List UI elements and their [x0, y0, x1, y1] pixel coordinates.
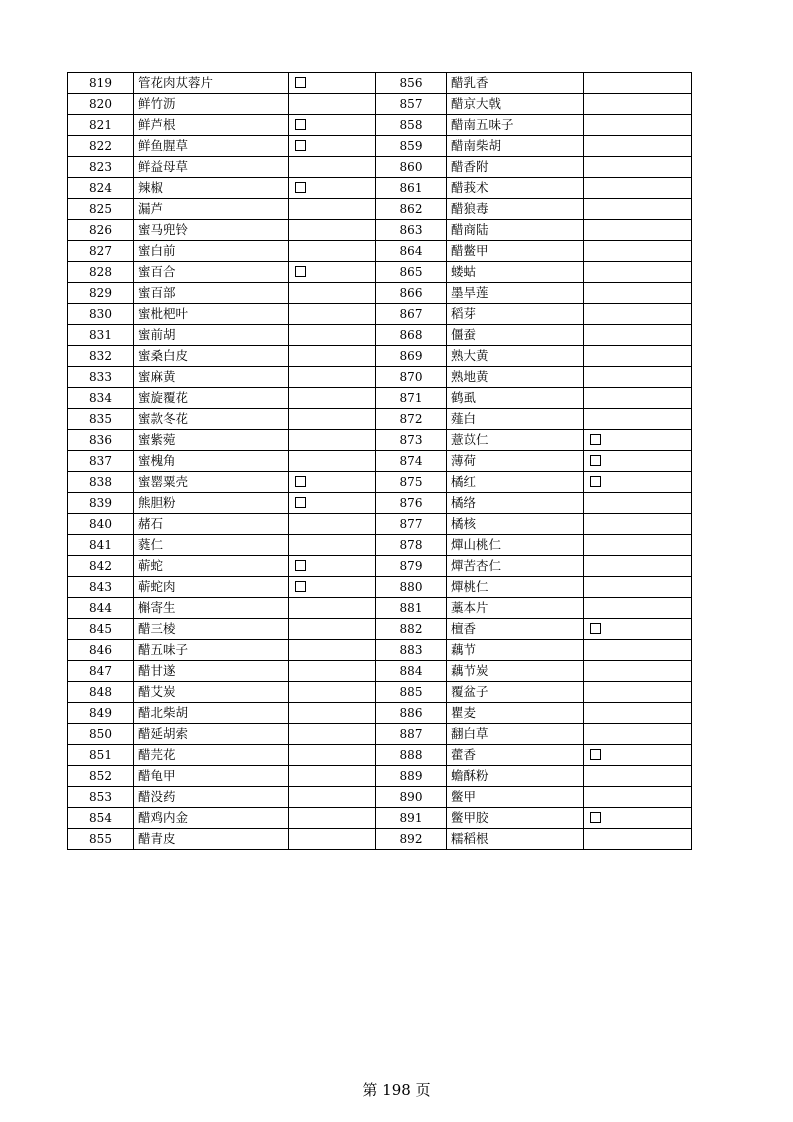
- table-row: [68, 661, 692, 682]
- right-item-number: 883: [376, 640, 447, 661]
- right-item-mark: [584, 115, 692, 136]
- right-item-number: 878: [376, 535, 447, 556]
- right-item-number: 867: [376, 304, 447, 325]
- medicine-table: [67, 72, 692, 850]
- left-item-name: 醋三棱: [134, 619, 289, 640]
- right-item-mark: [584, 241, 692, 262]
- right-item-name: 藕节炭: [447, 661, 584, 682]
- left-item-number: 848: [68, 682, 134, 703]
- right-item-number: 859: [376, 136, 447, 157]
- right-item-mark: [584, 787, 692, 808]
- left-item-mark: [289, 514, 376, 535]
- left-item-mark: [289, 346, 376, 367]
- right-item-name: 醋商陆: [447, 220, 584, 241]
- checkbox-icon: [295, 581, 306, 592]
- table-row: [68, 220, 692, 241]
- left-item-name: 醋艾炭: [134, 682, 289, 703]
- right-item-number: 856: [376, 73, 447, 94]
- right-item-mark: [584, 535, 692, 556]
- left-item-mark: [289, 367, 376, 388]
- table-row: [68, 430, 692, 451]
- left-item-mark: [289, 430, 376, 451]
- right-item-mark: [584, 493, 692, 514]
- left-item-mark: [289, 703, 376, 724]
- left-item-name: 醋北柴胡: [134, 703, 289, 724]
- right-item-mark: [584, 388, 692, 409]
- right-item-name: 藕节: [447, 640, 584, 661]
- table-row: [68, 409, 692, 430]
- left-item-name: 管花肉苁蓉片: [134, 73, 289, 94]
- left-item-mark: [289, 808, 376, 829]
- left-item-number: 854: [68, 808, 134, 829]
- table-row: [68, 556, 692, 577]
- right-item-mark: [584, 325, 692, 346]
- left-item-name: 蜜罂粟壳: [134, 472, 289, 493]
- right-item-number: 885: [376, 682, 447, 703]
- left-item-number: 819: [68, 73, 134, 94]
- right-item-name: 醋狼毒: [447, 199, 584, 220]
- right-item-name: 藿香: [447, 745, 584, 766]
- left-item-name: 蜜马兜铃: [134, 220, 289, 241]
- left-item-name: 醋延胡索: [134, 724, 289, 745]
- right-item-name: 鳖甲胶: [447, 808, 584, 829]
- left-item-number: 852: [68, 766, 134, 787]
- left-item-name: 蜜枇杷叶: [134, 304, 289, 325]
- right-item-number: 858: [376, 115, 447, 136]
- table-row: [68, 535, 692, 556]
- right-item-mark: [584, 262, 692, 283]
- table-row: [68, 94, 692, 115]
- right-item-mark: [584, 703, 692, 724]
- left-item-number: 820: [68, 94, 134, 115]
- checkbox-icon: [295, 119, 306, 130]
- table-body: [68, 73, 692, 850]
- left-item-name: 鲜芦根: [134, 115, 289, 136]
- left-item-number: 828: [68, 262, 134, 283]
- left-item-number: 825: [68, 199, 134, 220]
- right-item-number: 880: [376, 577, 447, 598]
- checkbox-icon: [295, 560, 306, 571]
- left-item-mark: [289, 766, 376, 787]
- left-item-number: 834: [68, 388, 134, 409]
- right-item-number: 877: [376, 514, 447, 535]
- left-item-name: 蜜前胡: [134, 325, 289, 346]
- left-item-name: 熊胆粉: [134, 493, 289, 514]
- left-item-name: 蜜麻黄: [134, 367, 289, 388]
- left-item-number: 829: [68, 283, 134, 304]
- left-item-name: 鲜竹沥: [134, 94, 289, 115]
- left-item-name: 蜜百合: [134, 262, 289, 283]
- right-item-number: 879: [376, 556, 447, 577]
- left-item-mark: [289, 304, 376, 325]
- right-item-number: 866: [376, 283, 447, 304]
- left-item-number: 835: [68, 409, 134, 430]
- right-item-name: 墨旱莲: [447, 283, 584, 304]
- left-item-mark: [289, 682, 376, 703]
- left-item-number: 827: [68, 241, 134, 262]
- right-item-number: 873: [376, 430, 447, 451]
- table-row: [68, 388, 692, 409]
- left-item-mark: [289, 556, 376, 577]
- left-item-number: 822: [68, 136, 134, 157]
- right-item-name: 橘红: [447, 472, 584, 493]
- left-item-mark: [289, 199, 376, 220]
- left-item-number: 840: [68, 514, 134, 535]
- left-item-name: 蜜槐角: [134, 451, 289, 472]
- right-item-number: 870: [376, 367, 447, 388]
- right-item-number: 875: [376, 472, 447, 493]
- right-item-number: 892: [376, 829, 447, 850]
- checkbox-icon: [295, 182, 306, 193]
- table-row: [68, 619, 692, 640]
- left-item-number: 853: [68, 787, 134, 808]
- right-item-mark: [584, 829, 692, 850]
- right-item-number: 863: [376, 220, 447, 241]
- right-item-mark: [584, 640, 692, 661]
- left-item-mark: [289, 451, 376, 472]
- right-item-mark: [584, 409, 692, 430]
- table-row: [68, 115, 692, 136]
- right-item-mark: [584, 451, 692, 472]
- left-item-number: 832: [68, 346, 134, 367]
- left-item-name: 醋芫花: [134, 745, 289, 766]
- right-item-mark: [584, 178, 692, 199]
- right-item-name: 醋南五味子: [447, 115, 584, 136]
- table-row: [68, 493, 692, 514]
- table-row: [68, 241, 692, 262]
- checkbox-icon: [295, 476, 306, 487]
- left-item-name: 醋甘遂: [134, 661, 289, 682]
- left-item-number: 842: [68, 556, 134, 577]
- left-item-name: 蕲蛇肉: [134, 577, 289, 598]
- checkbox-icon: [590, 476, 601, 487]
- left-item-name: 槲寄生: [134, 598, 289, 619]
- table-row: [68, 724, 692, 745]
- left-item-name: 鲜鱼腥草: [134, 136, 289, 157]
- left-item-mark: [289, 661, 376, 682]
- table-row: [68, 598, 692, 619]
- left-item-number: 830: [68, 304, 134, 325]
- right-item-number: 860: [376, 157, 447, 178]
- left-item-number: 838: [68, 472, 134, 493]
- table-row: [68, 808, 692, 829]
- right-item-mark: [584, 430, 692, 451]
- left-item-name: 蕤仁: [134, 535, 289, 556]
- right-item-name: 醋乳香: [447, 73, 584, 94]
- left-item-mark: [289, 178, 376, 199]
- right-item-mark: [584, 199, 692, 220]
- right-item-number: 872: [376, 409, 447, 430]
- right-item-mark: [584, 283, 692, 304]
- right-item-number: 884: [376, 661, 447, 682]
- right-item-name: 僵蚕: [447, 325, 584, 346]
- right-item-mark: [584, 136, 692, 157]
- right-item-name: 醋京大戟: [447, 94, 584, 115]
- left-item-mark: [289, 241, 376, 262]
- left-item-number: 837: [68, 451, 134, 472]
- table-row: [68, 157, 692, 178]
- left-item-mark: [289, 619, 376, 640]
- left-item-mark: [289, 577, 376, 598]
- right-item-number: 876: [376, 493, 447, 514]
- checkbox-icon: [590, 455, 601, 466]
- left-item-number: 836: [68, 430, 134, 451]
- left-item-number: 831: [68, 325, 134, 346]
- left-item-mark: [289, 598, 376, 619]
- left-item-mark: [289, 724, 376, 745]
- right-item-name: 蟾酥粉: [447, 766, 584, 787]
- right-item-number: 890: [376, 787, 447, 808]
- right-item-mark: [584, 661, 692, 682]
- table-row: [68, 304, 692, 325]
- right-item-number: 881: [376, 598, 447, 619]
- left-item-number: 855: [68, 829, 134, 850]
- table-row: [68, 682, 692, 703]
- table-row: [68, 346, 692, 367]
- right-item-number: 868: [376, 325, 447, 346]
- right-item-number: 862: [376, 199, 447, 220]
- left-item-number: 833: [68, 367, 134, 388]
- right-item-mark: [584, 367, 692, 388]
- right-item-mark: [584, 745, 692, 766]
- left-item-mark: [289, 640, 376, 661]
- right-item-number: 891: [376, 808, 447, 829]
- checkbox-icon: [295, 497, 306, 508]
- page-number: 第 198 页: [362, 1081, 431, 1099]
- left-item-mark: [289, 829, 376, 850]
- left-item-name: 醋鸡内金: [134, 808, 289, 829]
- table-row: [68, 451, 692, 472]
- left-item-name: 辣椒: [134, 178, 289, 199]
- right-item-name: 熟地黄: [447, 367, 584, 388]
- left-item-number: 821: [68, 115, 134, 136]
- right-item-mark: [584, 598, 692, 619]
- table-row: [68, 472, 692, 493]
- checkbox-icon: [295, 140, 306, 151]
- right-item-number: 888: [376, 745, 447, 766]
- right-item-mark: [584, 808, 692, 829]
- left-item-mark: [289, 283, 376, 304]
- checkbox-icon: [590, 623, 601, 634]
- right-item-name: 鳖甲: [447, 787, 584, 808]
- right-item-number: 864: [376, 241, 447, 262]
- right-item-number: 886: [376, 703, 447, 724]
- right-item-mark: [584, 220, 692, 241]
- right-item-name: 燀桃仁: [447, 577, 584, 598]
- right-item-mark: [584, 556, 692, 577]
- table-row: [68, 829, 692, 850]
- table-row: [68, 178, 692, 199]
- right-item-name: 醋莪术: [447, 178, 584, 199]
- right-item-name: 熟大黄: [447, 346, 584, 367]
- left-item-mark: [289, 157, 376, 178]
- table-row: [68, 745, 692, 766]
- right-item-name: 稻芽: [447, 304, 584, 325]
- table-row: [68, 577, 692, 598]
- right-item-name: 醋香附: [447, 157, 584, 178]
- left-item-mark: [289, 409, 376, 430]
- table-row: [68, 199, 692, 220]
- left-item-mark: [289, 472, 376, 493]
- left-item-number: 844: [68, 598, 134, 619]
- left-item-mark: [289, 325, 376, 346]
- left-item-mark: [289, 220, 376, 241]
- right-item-name: 鹤虱: [447, 388, 584, 409]
- left-item-mark: [289, 136, 376, 157]
- table-row: [68, 766, 692, 787]
- checkbox-icon: [295, 77, 306, 88]
- left-item-name: 醋龟甲: [134, 766, 289, 787]
- left-item-mark: [289, 745, 376, 766]
- left-item-number: 824: [68, 178, 134, 199]
- right-item-name: 薤白: [447, 409, 584, 430]
- left-item-name: 醋青皮: [134, 829, 289, 850]
- table-row: [68, 136, 692, 157]
- right-item-number: 887: [376, 724, 447, 745]
- right-item-mark: [584, 577, 692, 598]
- right-item-number: 869: [376, 346, 447, 367]
- left-item-name: 蜜款冬花: [134, 409, 289, 430]
- left-item-name: 蜜旋覆花: [134, 388, 289, 409]
- right-item-mark: [584, 304, 692, 325]
- table-row: [68, 325, 692, 346]
- right-item-number: 861: [376, 178, 447, 199]
- table-row: [68, 703, 692, 724]
- right-item-number: 889: [376, 766, 447, 787]
- left-item-name: 醋没药: [134, 787, 289, 808]
- right-item-name: 糯稻根: [447, 829, 584, 850]
- left-item-name: 蜜百部: [134, 283, 289, 304]
- left-item-number: 850: [68, 724, 134, 745]
- right-item-name: 橘核: [447, 514, 584, 535]
- left-item-name: 漏芦: [134, 199, 289, 220]
- left-item-number: 849: [68, 703, 134, 724]
- table-row: [68, 367, 692, 388]
- right-item-mark: [584, 766, 692, 787]
- right-item-name: 醋鳖甲: [447, 241, 584, 262]
- right-item-number: 874: [376, 451, 447, 472]
- left-item-mark: [289, 115, 376, 136]
- left-item-name: 蜜白前: [134, 241, 289, 262]
- right-item-name: 瞿麦: [447, 703, 584, 724]
- right-item-name: 燀苦杏仁: [447, 556, 584, 577]
- right-item-mark: [584, 514, 692, 535]
- left-item-number: 823: [68, 157, 134, 178]
- left-item-mark: [289, 388, 376, 409]
- left-item-name: 蜜紫菀: [134, 430, 289, 451]
- table-row: [68, 262, 692, 283]
- checkbox-icon: [590, 434, 601, 445]
- right-item-mark: [584, 619, 692, 640]
- left-item-name: 鲜益母草: [134, 157, 289, 178]
- table-row: [68, 787, 692, 808]
- right-item-name: 薄荷: [447, 451, 584, 472]
- right-item-name: 藁本片: [447, 598, 584, 619]
- left-item-mark: [289, 73, 376, 94]
- left-item-name: 蕲蛇: [134, 556, 289, 577]
- table-row: [68, 514, 692, 535]
- left-item-name: 醋五味子: [134, 640, 289, 661]
- right-item-mark: [584, 472, 692, 493]
- right-item-mark: [584, 157, 692, 178]
- right-item-name: 燀山桃仁: [447, 535, 584, 556]
- checkbox-icon: [295, 266, 306, 277]
- table-row: [68, 283, 692, 304]
- right-item-number: 865: [376, 262, 447, 283]
- left-item-mark: [289, 262, 376, 283]
- right-item-name: 檀香: [447, 619, 584, 640]
- left-item-name: 蜜桑白皮: [134, 346, 289, 367]
- right-item-number: 871: [376, 388, 447, 409]
- right-item-mark: [584, 73, 692, 94]
- table-row: [68, 73, 692, 94]
- left-item-number: 846: [68, 640, 134, 661]
- checkbox-icon: [590, 812, 601, 823]
- left-item-number: 826: [68, 220, 134, 241]
- left-item-mark: [289, 787, 376, 808]
- right-item-number: 882: [376, 619, 447, 640]
- right-item-name: 醋南柴胡: [447, 136, 584, 157]
- right-item-mark: [584, 682, 692, 703]
- left-item-number: 851: [68, 745, 134, 766]
- right-item-number: 857: [376, 94, 447, 115]
- left-item-number: 845: [68, 619, 134, 640]
- right-item-name: 覆盆子: [447, 682, 584, 703]
- right-item-mark: [584, 94, 692, 115]
- right-item-name: 翻白草: [447, 724, 584, 745]
- table-row: [68, 640, 692, 661]
- right-item-name: 薏苡仁: [447, 430, 584, 451]
- right-item-mark: [584, 724, 692, 745]
- checkbox-icon: [590, 749, 601, 760]
- left-item-mark: [289, 493, 376, 514]
- right-item-mark: [584, 346, 692, 367]
- left-item-mark: [289, 535, 376, 556]
- left-item-mark: [289, 94, 376, 115]
- right-item-name: 蝼蛄: [447, 262, 584, 283]
- left-item-number: 843: [68, 577, 134, 598]
- left-item-number: 839: [68, 493, 134, 514]
- right-item-name: 橘络: [447, 493, 584, 514]
- left-item-name: 赭石: [134, 514, 289, 535]
- left-item-number: 847: [68, 661, 134, 682]
- left-item-number: 841: [68, 535, 134, 556]
